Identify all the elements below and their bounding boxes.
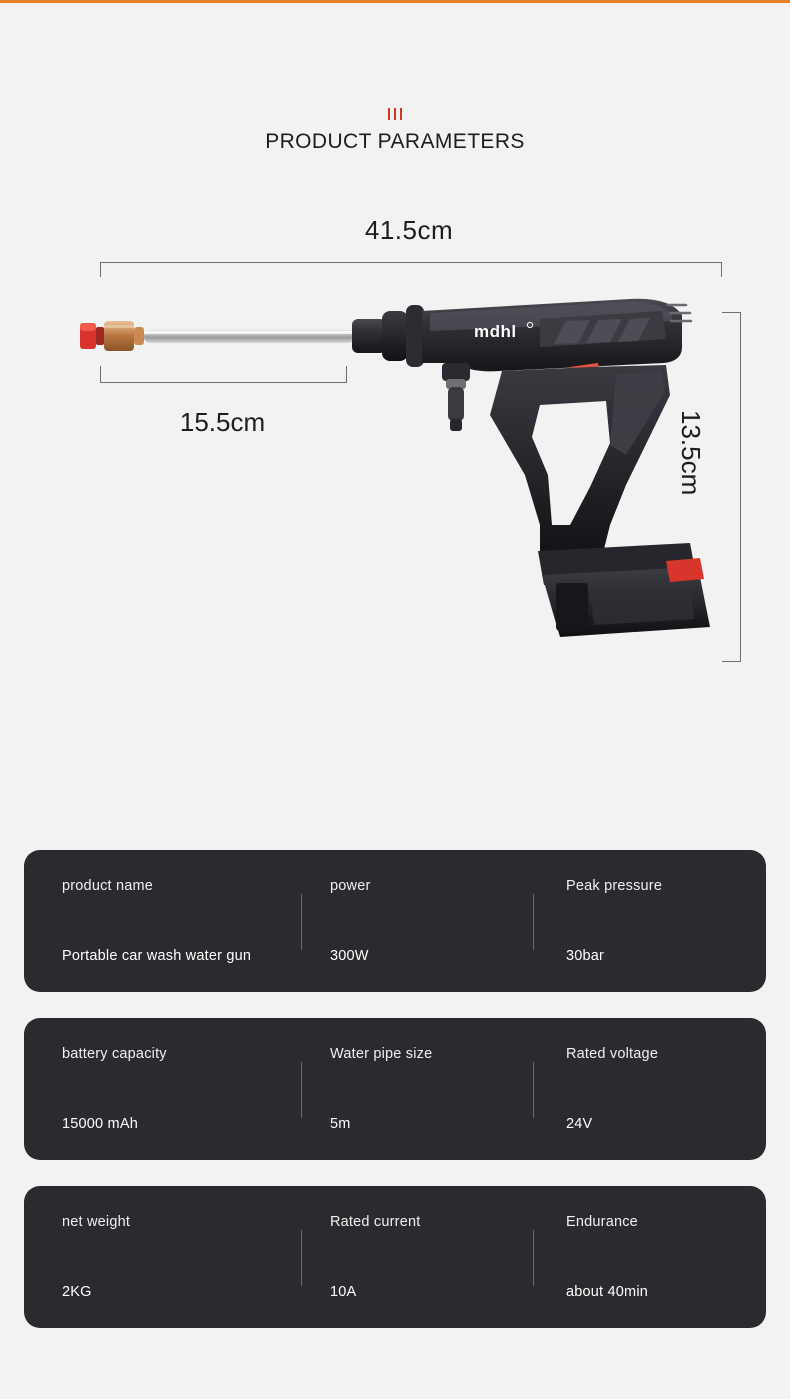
spec-key: Water pipe size — [330, 1046, 433, 1062]
spec-value: 300W — [330, 948, 369, 964]
barrel-joint — [352, 305, 424, 367]
spec-key: power — [330, 878, 371, 894]
page-title: PRODUCT PARAMETERS — [265, 130, 525, 153]
spec-value: 24V — [566, 1116, 593, 1132]
spec-cell — [302, 878, 534, 964]
battery-accent — [666, 558, 704, 582]
product-figure — [0, 215, 790, 835]
spec-cell — [534, 1214, 766, 1300]
triple-bar-mark-icon — [385, 108, 405, 120]
spec-cell — [534, 1046, 766, 1132]
spec-value: 2KG — [62, 1284, 92, 1300]
spec-cell — [534, 878, 766, 964]
water-inlet — [442, 363, 470, 431]
dimension-total-length-label — [0, 215, 790, 246]
dimension-height-label: 13.5cm — [676, 410, 706, 496]
spec-card — [24, 850, 766, 992]
spec-key: Rated voltage — [566, 1046, 659, 1062]
spec-value: 5m — [330, 1116, 351, 1132]
spec-value: about 40min — [566, 1284, 649, 1300]
spec-value: Portable car wash water gun — [62, 948, 252, 964]
spec-cell — [302, 1214, 534, 1300]
spec-card — [24, 1186, 766, 1328]
dimension-nozzle-length-label: 15.5cm — [179, 407, 266, 437]
spec-key: net weight — [62, 1214, 131, 1230]
svg-text:mdhl: mdhl — [474, 322, 517, 341]
spec-cell — [24, 878, 302, 964]
spec-value: 10A — [330, 1284, 357, 1300]
spec-key: Endurance — [566, 1214, 638, 1230]
spec-key: product name — [62, 878, 154, 894]
battery-pack — [538, 543, 710, 637]
water-gun-illustration — [70, 275, 750, 675]
top-accent-rule — [0, 0, 790, 3]
spec-cell — [302, 1046, 534, 1132]
dimension-total-length-text: 41.5cm — [364, 215, 454, 245]
spec-key: Peak pressure — [566, 878, 663, 894]
spec-key: Rated current — [330, 1214, 421, 1230]
nozzle-tip — [80, 323, 104, 349]
spec-card — [24, 1018, 766, 1160]
spec-key: battery capacity — [62, 1046, 167, 1062]
nozzle-collar — [104, 321, 144, 351]
page-header — [0, 108, 790, 154]
spec-cell — [24, 1214, 302, 1300]
spec-value: 15000 mAh — [62, 1116, 138, 1132]
battery-latch — [556, 583, 588, 631]
spec-value: 30bar — [566, 948, 605, 964]
spec-cell — [24, 1046, 302, 1132]
spec-cards — [0, 850, 790, 1354]
